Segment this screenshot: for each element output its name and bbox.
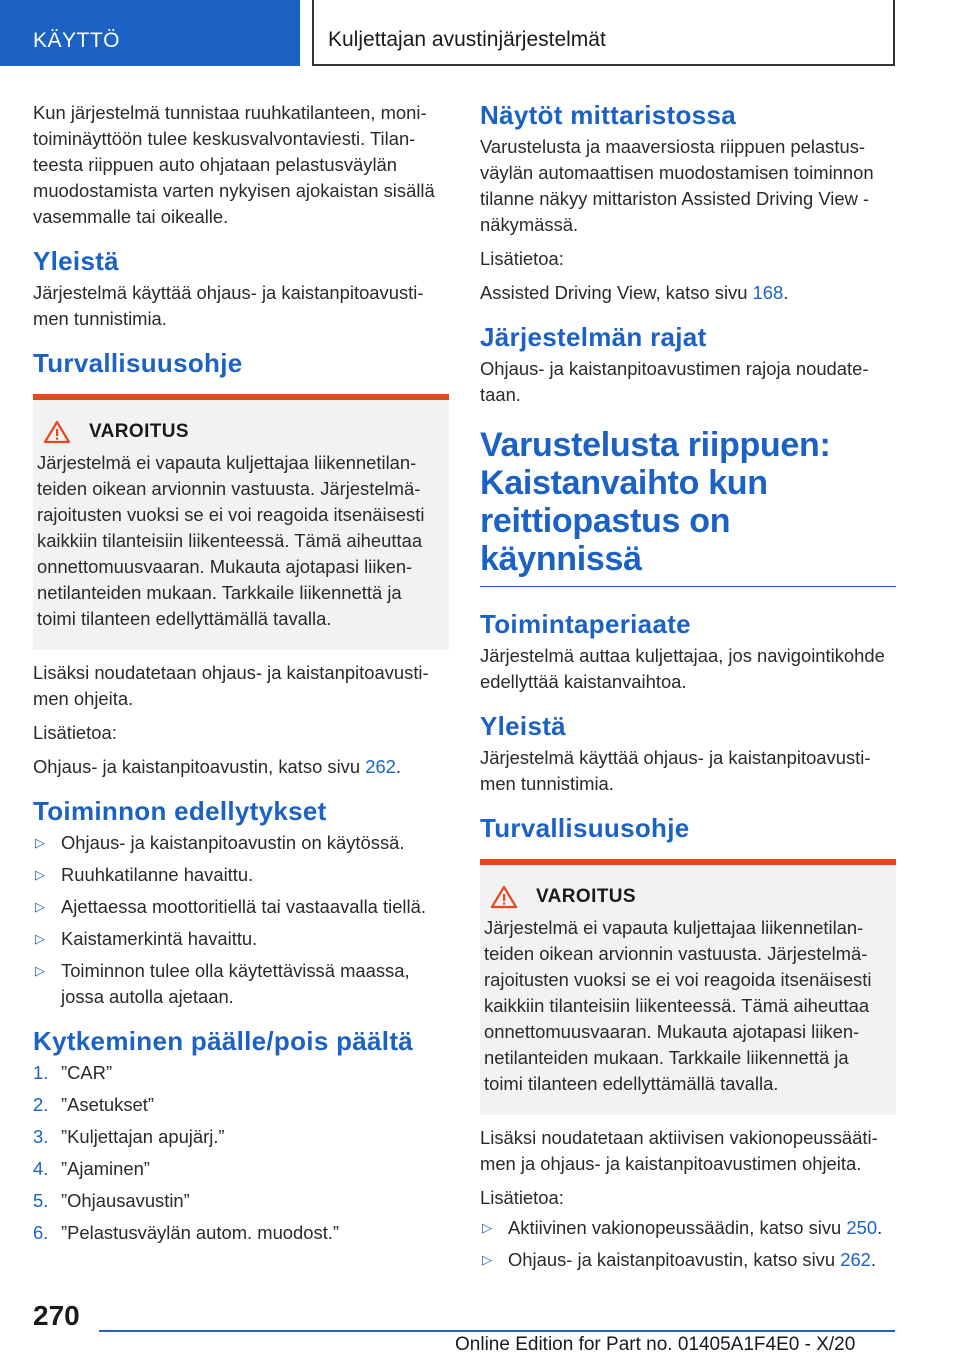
- warning-box: [33, 394, 449, 650]
- warning-title: VAROITUS: [536, 886, 636, 907]
- triangle-bullet-icon: ▷: [35, 931, 45, 946]
- chapter-tab: [312, 0, 895, 66]
- list-item: ▷ Toiminnon tulee olla käytettävissä maassa, jossa autolla ajetaan.: [33, 958, 449, 1010]
- list-item: 5. ”Ohjausavustin”: [33, 1190, 190, 1211]
- warning-title: VAROITUS: [89, 421, 189, 442]
- warning-text: Järjestelmä ei vapauta kuljettajaa liikennetilan-teiden oikean arvionnin vastuusta. Järjestelmä-rajoitusten vuoksi se ei voi reagoida itsenäisesti kaikkiin tilanteisiin liikenteessä. Tämä aiheuttaa onnettomuusvaaran. Mukauta ajotapasi liiken-netilanteiden mukaan. Tarkkaile liikennettä ja toimi tilanteen edellyttämällä tavalla.: [484, 917, 872, 1094]
- triangle-bullet-icon: ▷: [482, 1220, 492, 1235]
- displays-heading: Näytöt mittaristossa: [480, 100, 736, 130]
- section-title: KÄYTTÖ: [33, 29, 121, 52]
- triangle-bullet-icon: ▷: [35, 899, 45, 914]
- reference-line: Assisted Driving View, katso sivu 168.: [480, 282, 789, 303]
- list-item: ▷ Ohjaus- ja kaistanpitoavustin, katso sivu 262.: [480, 1247, 896, 1273]
- intro-paragraph: Kun järjestelmä tunnistaa ruuhkatilanteen, moni-toiminäyttöön tulee keskusvalvontaviesti. Tilan-teesta riippuen auto ohjataan pelastusväylän muodostamista varten nykyisen ajokaistan sisällä vasemmalle tai oikealle.: [33, 102, 435, 227]
- footer-divider: [99, 1330, 895, 1332]
- onoff-heading: Kytkeminen päälle/pois päältä: [33, 1026, 414, 1056]
- triangle-bullet-icon: ▷: [35, 867, 45, 882]
- general-heading: Yleistä: [480, 711, 566, 741]
- triangle-bullet-icon: ▷: [35, 963, 45, 978]
- more-info-label: Lisätietoa:: [33, 722, 117, 743]
- safety-heading: Turvallisuusohje: [33, 348, 243, 378]
- triangle-bullet-icon: ▷: [482, 1252, 492, 1267]
- list-item: 2. ”Asetukset”: [33, 1094, 155, 1115]
- displays-text: Varustelusta ja maaversiosta riippuen pelastus-väylän automaattisen muodostamisen toiminnon tilanne näkyy mittariston Assisted Driving View -näkymässä.: [480, 136, 874, 235]
- warning-box: [480, 859, 896, 1115]
- list-item: ▷ Ruuhkatilanne havaittu.: [33, 862, 449, 888]
- list-item: 3. ”Kuljettajan apujärj.”: [33, 1126, 225, 1147]
- steps-list: [33, 1060, 449, 1246]
- triangle-bullet-icon: ▷: [35, 835, 45, 850]
- section-tab: [0, 0, 300, 66]
- list-item: ▷ Aktiivinen vakionopeussäädin, katso sivu 250.: [480, 1215, 896, 1241]
- list-item: 6. ”Pelastusväylän autom. muodost.”: [33, 1222, 340, 1243]
- page-link[interactable]: 250: [846, 1217, 878, 1238]
- chapter-title: Kuljettajan avustinjärjestelmät: [328, 28, 606, 51]
- edition-text: Online Edition for Part no. 01405A1F4E0 - X/20: [455, 1334, 856, 1355]
- conditions-list: [33, 830, 449, 1010]
- after-warning-text: Lisäksi noudatetaan aktiivisen vakionopeussääti-men ja ohjaus- ja kaistanpitoavustimen ohjeita.: [480, 1127, 878, 1174]
- after-warning-text: Lisäksi noudatetaan ohjaus- ja kaistanpitoavusti-men ohjeita.: [33, 662, 429, 709]
- warning-triangle-icon: [43, 420, 71, 444]
- list-item: ▷ Kaistamerkintä havaittu.: [33, 926, 449, 952]
- list-item: 1. ”CAR”: [33, 1062, 113, 1083]
- more-info-label: Lisätietoa:: [480, 248, 564, 269]
- list-item: ▷ Ohjaus- ja kaistanpitoavustin on käytössä.: [33, 830, 449, 856]
- references-list: [480, 1215, 896, 1273]
- principle-heading: Toimintaperiaate: [480, 609, 691, 639]
- general-heading: Yleistä: [33, 246, 119, 276]
- limits-heading: Järjestelmän rajat: [480, 322, 707, 352]
- conditions-heading: Toiminnon edellytykset: [33, 796, 327, 826]
- warning-triangle-icon: [490, 885, 518, 909]
- page-link[interactable]: 168: [752, 282, 784, 303]
- list-item: 4. ”Ajaminen”: [33, 1158, 150, 1179]
- more-info-label: Lisätietoa:: [480, 1187, 564, 1208]
- left-column: [33, 100, 449, 1252]
- general-text: Järjestelmä käyttää ohjaus- ja kaistanpitoavusti-men tunnistimia.: [480, 747, 871, 794]
- page-link[interactable]: 262: [840, 1249, 871, 1270]
- safety-heading: Turvallisuusohje: [480, 813, 690, 843]
- right-column: [480, 100, 896, 1279]
- page-link[interactable]: 262: [365, 756, 396, 777]
- page-number: 270: [33, 1300, 80, 1331]
- warning-text: Järjestelmä ei vapauta kuljettajaa liikennetilan-teiden oikean arvionnin vastuusta. Järjestelmä-rajoitusten vuoksi se ei voi reagoida itsenäisesti kaikkiin tilanteisiin liikenteessä. Tämä aiheuttaa onnettomuusvaaran. Mukauta ajotapasi liiken-netilanteiden mukaan. Tarkkaile liikennettä ja toimi tilanteen edellyttämällä tavalla.: [37, 452, 425, 629]
- chapter-heading: Varustelusta riippuen: Kaistanvaihto kun reittiopastus on käynnissä: [480, 426, 896, 587]
- list-item: ▷ Ajettaessa moottoritiellä tai vastaavalla tiellä.: [33, 894, 449, 920]
- limits-text: Ohjaus- ja kaistanpitoavustimen rajoja noudate-taan.: [480, 358, 869, 405]
- principle-text: Järjestelmä auttaa kuljettajaa, jos navigointikohde edellyttää kaistanvaihtoa.: [480, 645, 885, 692]
- reference-line: Ohjaus- ja kaistanpitoavustin, katso sivu 262.: [33, 756, 402, 777]
- general-text: Järjestelmä käyttää ohjaus- ja kaistanpitoavusti-men tunnistimia.: [33, 282, 424, 329]
